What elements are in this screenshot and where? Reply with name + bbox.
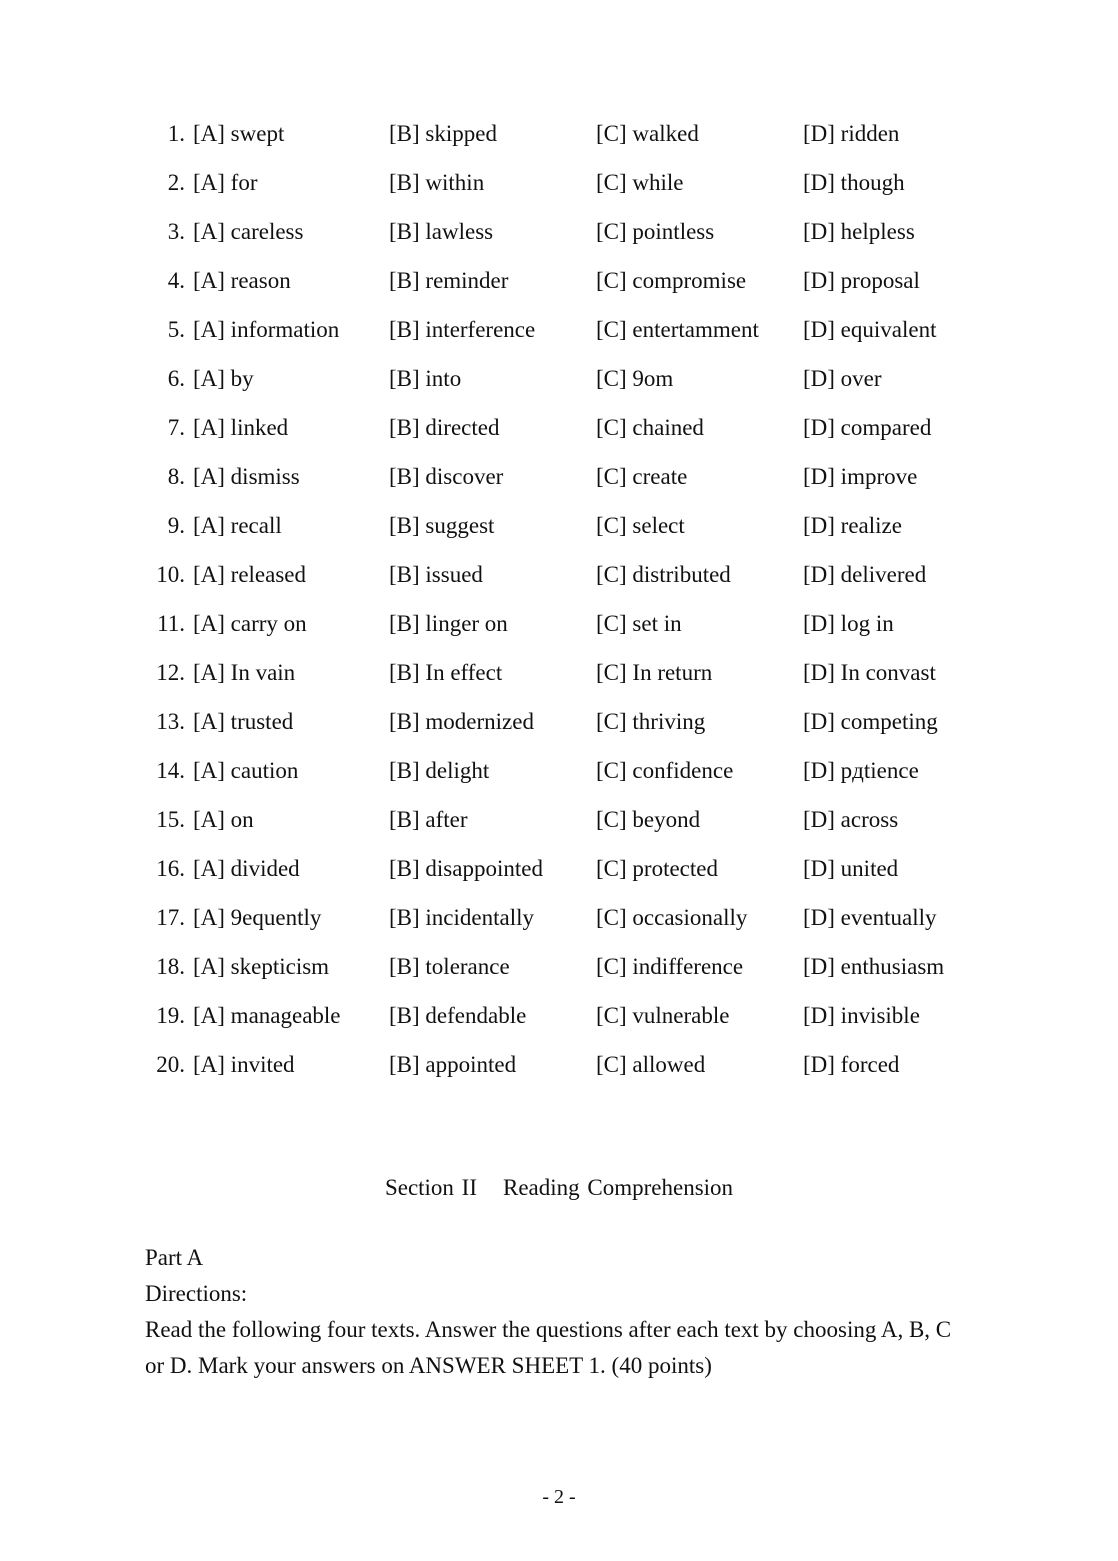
option-b: [B] skipped [389, 121, 497, 146]
question-row [145, 455, 975, 504]
option-d: [D] competing [803, 709, 938, 734]
question-row [145, 112, 975, 161]
option-a: [A] linked [193, 415, 289, 440]
option-b: [B] after [389, 807, 468, 832]
question-number: 16. [156, 856, 185, 881]
question-row [145, 700, 975, 749]
option-c: [C] confidence [596, 758, 734, 783]
question-number: 20. [156, 1052, 185, 1077]
option-b: [B] linger on [389, 611, 508, 636]
option-c: [C] beyond [596, 807, 701, 832]
option-a: [A] released [193, 562, 307, 587]
option-b: [B] delight [389, 758, 490, 783]
option-b: [B] In effect [389, 660, 503, 685]
option-d: [D] equivalent [803, 317, 937, 342]
question-number: 18. [156, 954, 185, 979]
option-c: [C] select [596, 513, 685, 538]
option-a: [A] for [193, 170, 258, 195]
option-b: [B] within [389, 170, 485, 195]
option-c: [C] protected [596, 856, 718, 881]
option-a: [A] manageable [193, 1003, 341, 1028]
option-a: [A] careless [193, 219, 304, 244]
question-row [145, 602, 975, 651]
option-c: [C] In return [596, 660, 713, 685]
question-number: 17. [156, 905, 185, 930]
option-b: [B] disappointed [389, 856, 543, 881]
section-title: Reading Comprehension [503, 1175, 734, 1200]
option-d: [D] realize [803, 513, 902, 538]
option-a: [A] reason [193, 268, 291, 293]
option-a: [A] 9equently [193, 905, 322, 930]
option-b: [B] discover [389, 464, 504, 489]
question-row [145, 749, 975, 798]
option-c: [C] thriving [596, 709, 706, 734]
section-label: Section II [384, 1175, 477, 1200]
option-c: [C] chained [596, 415, 704, 440]
option-d: [D] pдtience [803, 758, 919, 783]
option-d: [D] eventually [803, 905, 937, 930]
option-a: [A] recall [193, 513, 282, 538]
question-number: 5. [167, 317, 185, 342]
option-c: [C] 9om [596, 366, 674, 391]
option-c: [C] entertamment [596, 317, 759, 342]
page-number: - 2 - [542, 1486, 576, 1508]
option-c: [C] walked [596, 121, 699, 146]
option-c: [C] while [596, 170, 684, 195]
option-d: [D] invisible [803, 1003, 920, 1028]
question-number: 2. [167, 170, 185, 195]
option-a: [A] invited [193, 1052, 295, 1077]
option-d: [D] helpless [803, 219, 915, 244]
question-number: 7. [167, 415, 185, 440]
question-row [145, 847, 975, 896]
option-c: [C] indifference [596, 954, 744, 979]
option-c: [C] compromise [596, 268, 747, 293]
question-row [145, 259, 975, 308]
option-d: [D] In convast [803, 660, 936, 685]
question-number: 8. [167, 464, 185, 489]
directions-text: Read the following four texts. Answer the questions after each text by choosing A, B, C or D. Mark your answers on ANSWER SHEET 1. (40 points) [145, 1317, 952, 1378]
option-b: [B] into [389, 366, 462, 391]
option-b: [B] lawless [389, 219, 494, 244]
option-d: [D] forced [803, 1052, 900, 1077]
option-d: [D] log in [803, 611, 894, 636]
option-d: [D] enthusiasm [803, 954, 945, 979]
option-c: [C] occasionally [596, 905, 748, 930]
option-b: [B] appointed [389, 1052, 517, 1077]
option-a: [A] information [193, 317, 340, 342]
question-row [145, 504, 975, 553]
question-number: 9. [167, 513, 185, 538]
question-row [145, 308, 975, 357]
option-a: [A] on [193, 807, 254, 832]
option-c: [C] vulnerable [596, 1003, 730, 1028]
question-row [145, 994, 975, 1043]
part-heading: Part A [145, 1245, 204, 1270]
option-a: [A] skepticism [193, 954, 330, 979]
option-d: [D] proposal [803, 268, 920, 293]
option-c: [C] pointless [596, 219, 715, 244]
question-number: 15. [156, 807, 185, 832]
question-row [145, 798, 975, 847]
option-d: [D] across [803, 807, 899, 832]
option-d: [D] united [803, 856, 899, 881]
option-b: [B] suggest [389, 513, 495, 538]
option-b: [B] directed [389, 415, 500, 440]
question-number: 14. [156, 758, 185, 783]
question-number: 1. [167, 121, 185, 146]
option-b: [B] modernized [389, 709, 534, 734]
question-row [145, 553, 975, 602]
option-d: [D] though [803, 170, 905, 195]
option-a: [A] In vain [193, 660, 296, 685]
option-a: [A] caution [193, 758, 299, 783]
option-b: [B] defendable [389, 1003, 527, 1028]
question-number: 10. [156, 562, 185, 587]
question-row [145, 161, 975, 210]
question-number: 4. [167, 268, 185, 293]
section-heading [0, 1168, 1118, 1208]
option-a: [A] carry on [193, 611, 307, 636]
cloze-options-list [145, 112, 975, 1092]
question-number: 12. [156, 660, 185, 685]
option-a: [A] dismiss [193, 464, 300, 489]
option-a: [A] swept [193, 121, 285, 146]
option-d: [D] compared [803, 415, 932, 440]
option-d: [D] delivered [803, 562, 927, 587]
directions-label: Directions: [145, 1281, 248, 1306]
question-row [145, 406, 975, 455]
option-a: [A] divided [193, 856, 300, 881]
option-d: [D] over [803, 366, 882, 391]
question-number: 3. [167, 219, 185, 244]
question-number: 11. [157, 611, 185, 636]
question-number: 13. [156, 709, 185, 734]
option-c: [C] allowed [596, 1052, 706, 1077]
option-a: [A] trusted [193, 709, 294, 734]
option-c: [C] distributed [596, 562, 731, 587]
option-d: [D] ridden [803, 121, 900, 146]
option-b: [B] tolerance [389, 954, 510, 979]
option-b: [B] interference [389, 317, 536, 342]
option-b: [B] reminder [389, 268, 509, 293]
question-row [145, 210, 975, 259]
question-row [145, 945, 975, 994]
option-c: [C] create [596, 464, 688, 489]
question-number: 19. [156, 1003, 185, 1028]
option-a: [A] by [193, 366, 254, 391]
question-row [145, 357, 975, 406]
question-row [145, 651, 975, 700]
option-b: [B] issued [389, 562, 483, 587]
question-row [145, 1043, 975, 1092]
question-row [145, 896, 975, 945]
option-d: [D] improve [803, 464, 918, 489]
option-c: [C] set in [596, 611, 682, 636]
question-number: 6. [167, 366, 185, 391]
option-b: [B] incidentally [389, 905, 534, 930]
